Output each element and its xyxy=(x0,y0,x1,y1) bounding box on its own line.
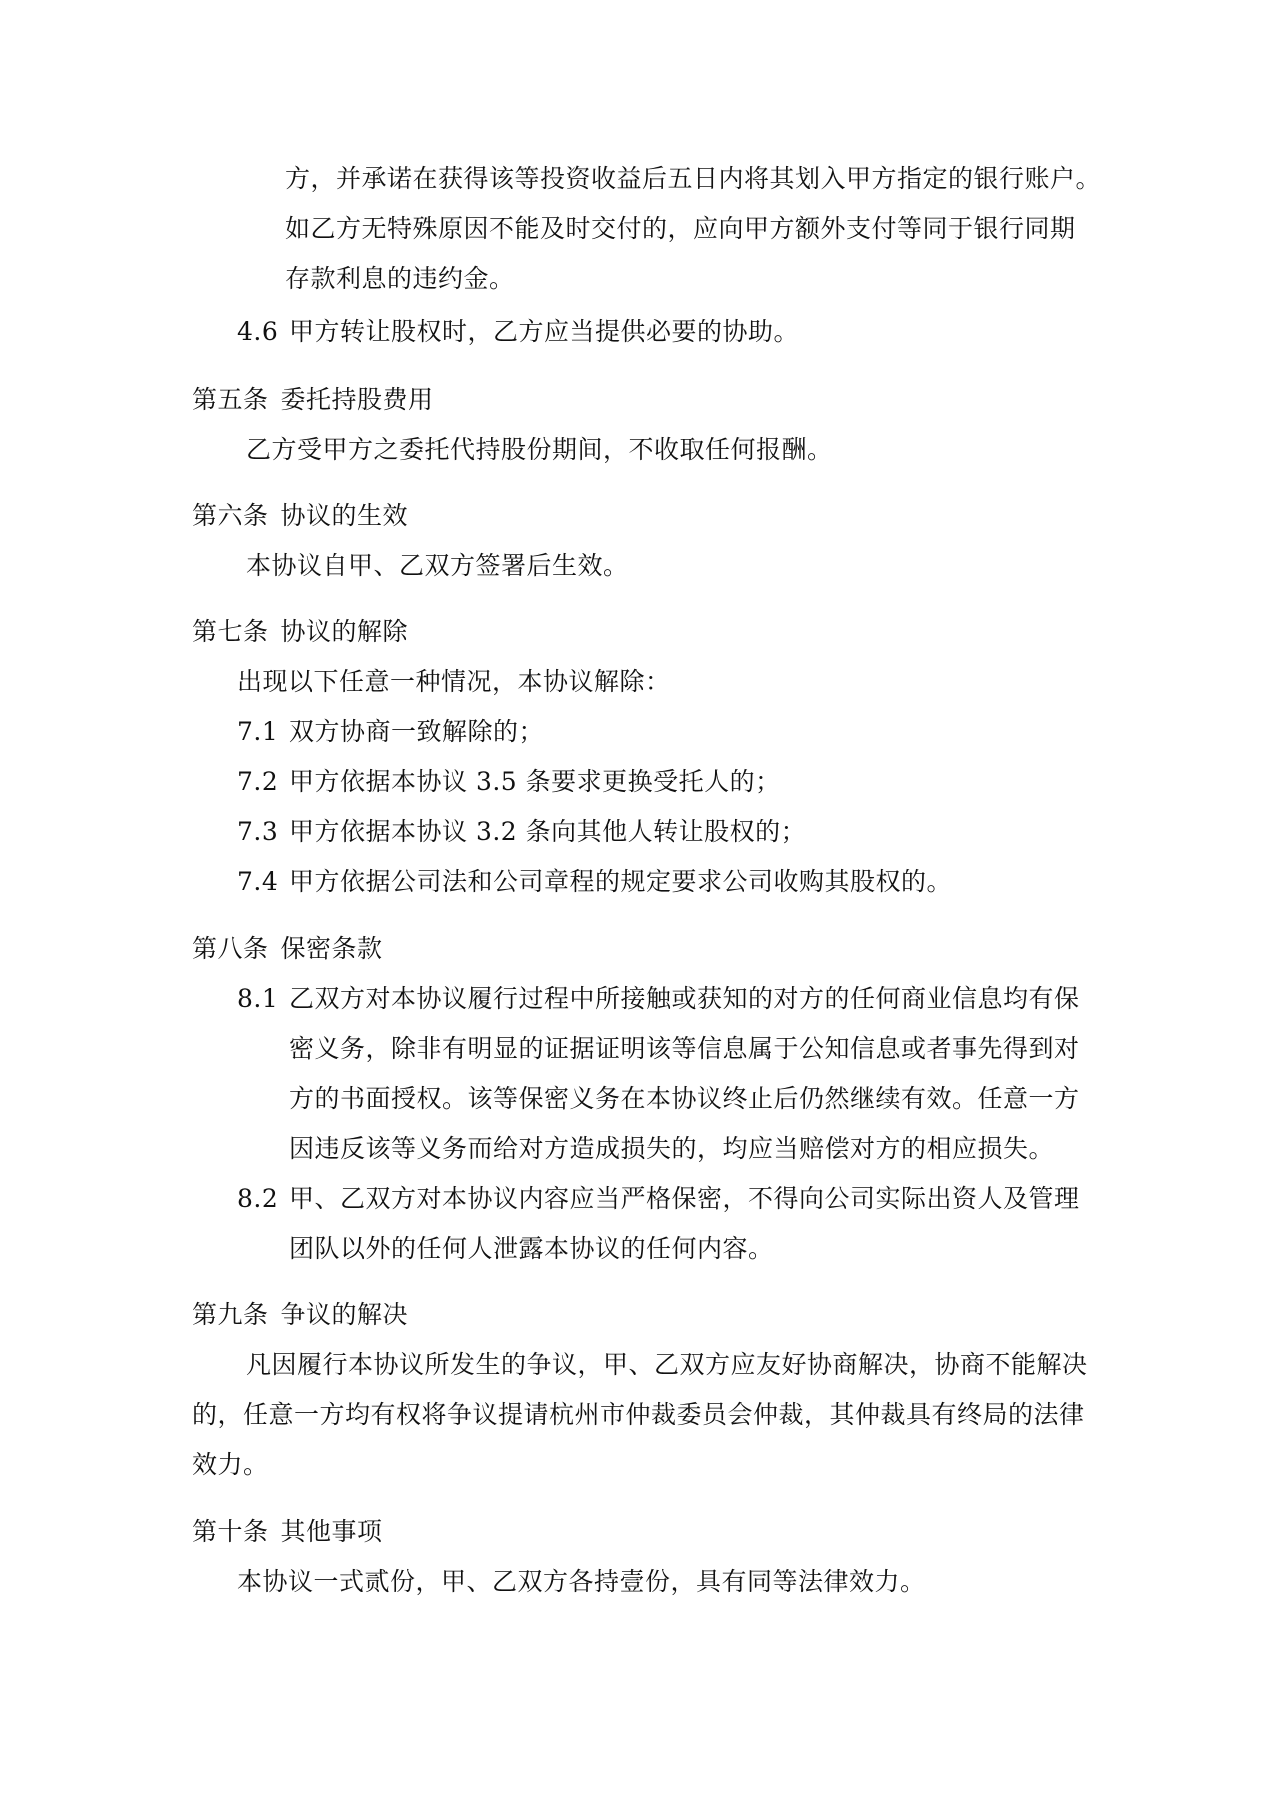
article-5-heading xyxy=(192,383,434,417)
clause-7-4 xyxy=(237,865,952,899)
article-number: 第六条 xyxy=(192,501,269,530)
clause-4-5-continuation-line-2: 如乙方无特殊原因不能及时交付的，应向甲方额外支付等同于银行同期 xyxy=(285,214,1076,243)
clause-number: 8.1 xyxy=(237,984,279,1013)
article-5-body: 乙方受甲方之委托代持股份期间，不收取任何报酬。 xyxy=(246,435,833,464)
clause-7-1 xyxy=(237,715,544,749)
article-number: 第九条 xyxy=(192,1300,269,1329)
article-9-body-line-2: 的，任意一方均有权将争议提请杭州市仲裁委员会仲裁，其仲裁具有终局的法律 xyxy=(192,1400,1085,1429)
clause-4-5-continuation-line-1: 方，并承诺在获得该等投资收益后五日内将其划入甲方指定的银行账户。 xyxy=(285,164,1102,193)
article-6-heading xyxy=(192,499,408,533)
clause-number: 7.3 xyxy=(237,817,279,846)
clause-number: 7.4 xyxy=(237,867,279,896)
article-title: 保密条款 xyxy=(280,934,383,963)
clause-number: 7.2 xyxy=(237,767,279,796)
clause-text: 甲方转让股权时，乙方应当提供必要的协助。 xyxy=(289,317,800,346)
clause-8-2-line-2: 团队以外的任何人泄露本协议的任何内容。 xyxy=(289,1234,774,1263)
article-7-intro: 出现以下任意一种情况，本协议解除： xyxy=(237,667,671,696)
clause-text: 甲、乙双方对本协议内容应当严格保密，不得向公司实际出资人及管理 xyxy=(289,1184,1080,1213)
clause-number: 7.1 xyxy=(237,717,279,746)
clause-8-2-line-1 xyxy=(237,1182,1080,1216)
article-number: 第五条 xyxy=(192,385,269,414)
clause-text: 双方协商一致解除的； xyxy=(289,717,545,746)
clause-text: 甲方依据本协议 3.5 条要求更换受托人的； xyxy=(289,767,781,796)
article-title: 争议的解决 xyxy=(280,1300,409,1329)
clause-number: 4.6 xyxy=(237,317,279,346)
article-number: 第七条 xyxy=(192,617,269,646)
clause-text: 甲方依据公司法和公司章程的规定要求公司收购其股权的。 xyxy=(289,867,953,896)
clause-text: 甲方依据本协议 3.2 条向其他人转让股权的； xyxy=(289,817,807,846)
clause-number: 8.2 xyxy=(237,1184,279,1213)
clause-4-6 xyxy=(237,315,799,349)
clause-4-5-continuation-line-3: 存款利息的违约金。 xyxy=(285,264,515,293)
clause-7-2 xyxy=(237,765,781,799)
clause-7-3 xyxy=(237,815,806,849)
clause-8-1-line-1 xyxy=(237,982,1080,1016)
article-7-heading xyxy=(192,615,408,649)
clause-text: 乙双方对本协议履行过程中所接触或获知的对方的任何商业信息均有保 xyxy=(289,984,1080,1013)
article-8-heading xyxy=(192,932,383,966)
clause-8-1-line-2: 密义务，除非有明显的证据证明该等信息属于公知信息或者事先得到对 xyxy=(289,1034,1080,1063)
article-title: 其他事项 xyxy=(280,1517,383,1546)
article-9-body-line-3: 效力。 xyxy=(192,1450,269,1479)
article-10-heading xyxy=(192,1515,383,1549)
clause-8-1-line-4: 因违反该等义务而给对方造成损失的，均应当赔偿对方的相应损失。 xyxy=(289,1134,1055,1163)
article-9-body-line-1: 凡因履行本协议所发生的争议，甲、乙双方应友好协商解决，协商不能解决 xyxy=(246,1350,1088,1379)
article-number: 第十条 xyxy=(192,1517,269,1546)
article-number: 第八条 xyxy=(192,934,269,963)
article-10-body: 本协议一式贰份，甲、乙双方各持壹份，具有同等法律效力。 xyxy=(237,1567,926,1596)
clause-8-1-line-3: 方的书面授权。该等保密义务在本协议终止后仍然继续有效。任意一方 xyxy=(289,1084,1080,1113)
article-6-body: 本协议自甲、乙双方签署后生效。 xyxy=(246,551,629,580)
article-title: 协议的生效 xyxy=(280,501,409,530)
article-title: 委托持股费用 xyxy=(280,385,434,414)
article-9-heading xyxy=(192,1298,408,1332)
article-title: 协议的解除 xyxy=(280,617,409,646)
